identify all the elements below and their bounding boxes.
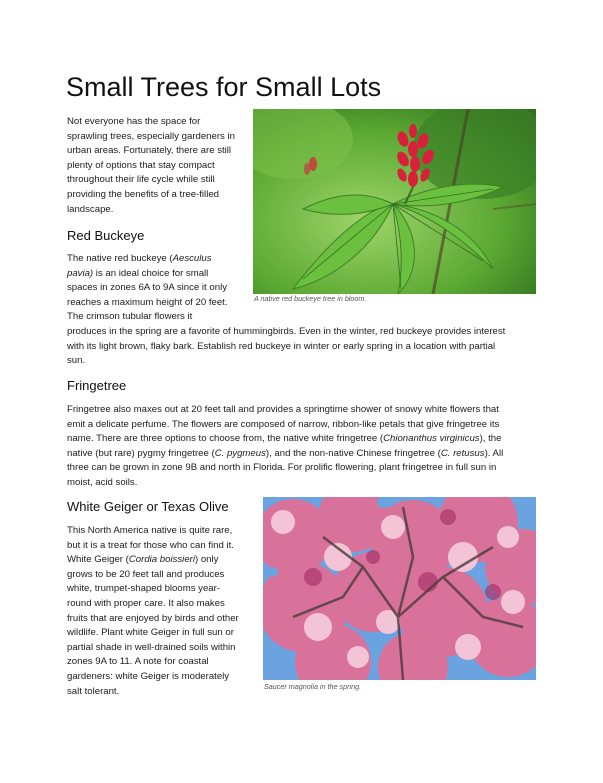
paragraph-line: round with proper care. It also makes xyxy=(67,598,225,609)
page-title: Small Trees for Small Lots xyxy=(66,72,382,102)
text-run: ), and the non-native Chinese fringetree ( xyxy=(265,447,441,459)
paragraph-line: with its light brown, flaky bark. Establish red buckeye in winter or early spring in a location with partial xyxy=(67,340,496,352)
paragraph-line: wildlife. Plant white Geiger in full sun or xyxy=(67,627,234,639)
paragraph-line: partial shade in well-drained soils within xyxy=(67,641,236,653)
paragraph-line: three can be grown in zone 9B and north in Florida. For prolific flowering, plant fringetree in full sun in xyxy=(67,462,497,474)
text-run: ), the xyxy=(479,433,502,445)
intro-line: urban areas. Fortunately, there are still xyxy=(67,145,232,157)
paragraph-line: The crimson tubular flowers it xyxy=(67,311,193,323)
paragraph-line: emit a delicate perfume. The flowers are composed of narrow, ribbon-like petals that give fringetree its xyxy=(67,418,500,430)
paragraph-line: spaces in zones 6A to 9A since it only xyxy=(67,282,227,294)
paragraph-line: zones 9A to 11. A note for coastal xyxy=(67,656,209,668)
intro-line: plenty of options that stay compact xyxy=(67,159,215,171)
heading-white-geiger: White Geiger or Texas Olive xyxy=(67,499,229,514)
species-name: Aesculus xyxy=(172,253,212,264)
red-buckeye-caption: A native red buckeye tree in bloom. xyxy=(254,294,367,303)
species-name: Chionanthus virginicus xyxy=(383,433,480,445)
heading-red-buckeye: Red Buckeye xyxy=(67,228,145,243)
red-buckeye-photo xyxy=(253,109,536,294)
paragraph-line: white, trumpet-shaped blooms year- xyxy=(67,583,221,595)
paragraph-line: produces in the spring are a favorite of hummingbirds. Even in the winter, red buckeye provides interest xyxy=(67,326,506,337)
magnolia-photo xyxy=(263,497,536,680)
paragraph-line: grows to be 20 feet tall and produces xyxy=(67,568,225,580)
species-name: pavia) xyxy=(67,267,94,279)
paragraph-line xyxy=(67,267,208,282)
text-run: native (but rare) pygmy fringetree ( xyxy=(67,447,215,459)
paragraph-line xyxy=(67,447,503,462)
paragraph-line: reaches a maximum height of 20 feet. xyxy=(67,296,228,308)
paragraph-line: Fringetree also maxes out at 20 feet tall and provides a springtime shower of snowy white flowers that xyxy=(67,404,499,415)
paragraph-line xyxy=(67,252,212,267)
heading-fringetree: Fringetree xyxy=(67,378,127,393)
text-run: ) only xyxy=(194,554,219,566)
paragraph-line: sun. xyxy=(67,355,86,367)
paragraph-line: gardeners: white Geiger is moderately xyxy=(67,671,230,682)
species-name: Cordia boissieri xyxy=(128,554,195,566)
text-run: ). All xyxy=(484,447,504,459)
intro-line: Not everyone has the space for xyxy=(67,116,201,127)
intro-line: sprawling trees, especially gardeners in xyxy=(67,130,235,142)
text-run: White Geiger ( xyxy=(67,554,129,566)
species-name: C. pygmeus xyxy=(214,447,266,459)
paragraph-line xyxy=(67,553,218,568)
paragraph-line: moist, acid soils. xyxy=(67,477,138,488)
text-run: name. There are three options to choose from, the native white fringetree ( xyxy=(67,433,384,445)
paragraph-line: fruits that are enjoyed by birds and other xyxy=(67,612,239,624)
intro-line: throughout their life cycle while still xyxy=(67,174,215,186)
intro-line: providing the benefits of a tree-filled xyxy=(67,189,219,200)
text-run: is an ideal choice for small xyxy=(93,267,209,279)
species-name: C. retusus xyxy=(440,447,485,459)
paragraph-line: salt tolerant. xyxy=(67,685,120,697)
text-run: The native red buckeye ( xyxy=(67,253,173,264)
paragraph-line: This North America native is quite rare, xyxy=(67,525,233,536)
magnolia-caption: Saucer magnolia in the spring. xyxy=(264,682,362,691)
paragraph-line xyxy=(67,432,501,447)
intro-line: landscape. xyxy=(67,203,114,215)
paragraph-line: but it is a treat for those who can find it. xyxy=(67,539,234,551)
